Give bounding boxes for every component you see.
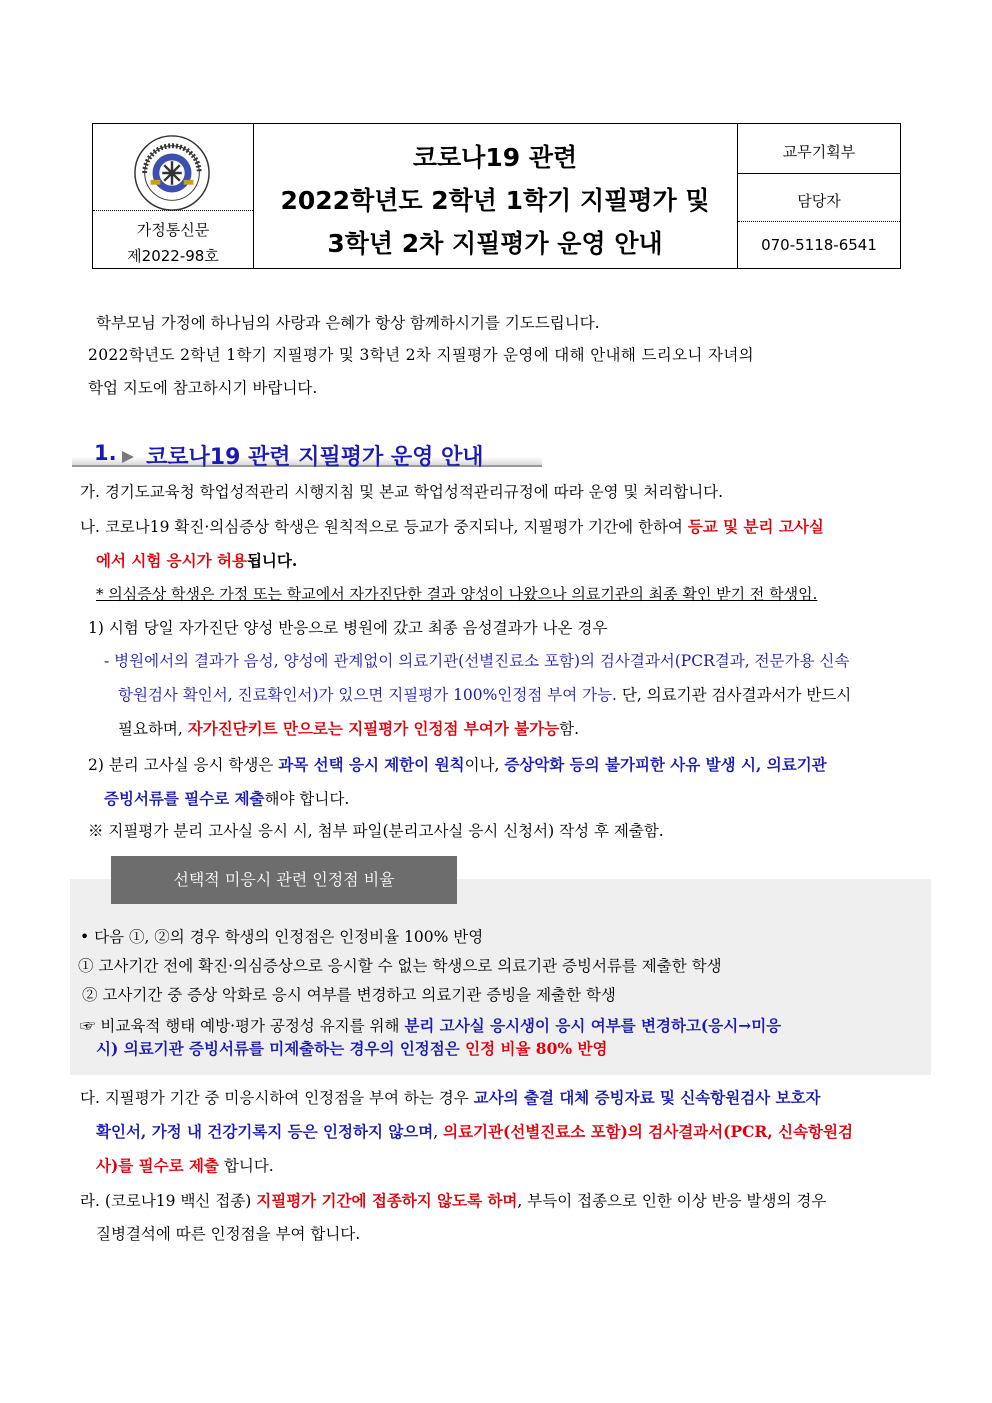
box-line-1: • 다음 ①, ②의 경우 학생의 인정점은 인정비율 100% 반영 <box>80 928 484 946</box>
box-line-4-text: ☞ 비교육적 행태 예방·평가 공정성 유지를 위해 <box>80 1017 405 1035</box>
header-left-cell <box>93 124 254 268</box>
detail-3-red: 자가진단키트 만으로는 지필평가 인정점 부여가 불가능 <box>187 719 560 738</box>
item-na-text: 나. 코로나19 확진·의심증상 학생은 원칙적으로 등교가 중지되나, 지필평가 기간에 한하여 <box>80 518 688 536</box>
da-text: 다. 지필평가 기간 중 미응시하여 인정점을 부여 하는 경우 <box>80 1089 474 1107</box>
ratio-box-tab: 선택적 미응시 관련 인정점 비율 <box>111 856 457 904</box>
item-na-line-2 <box>96 544 297 578</box>
header-dotted-line <box>738 221 900 222</box>
da-blue-2: 확인서, 가정 내 건강기록지 등은 인정하지 않으며 <box>96 1122 434 1141</box>
da-red-1: 의료기관(선별진료소 포함)의 검사결과서(PCR, 신속항원검 <box>443 1122 853 1141</box>
item-ra-line-2: 질병결석에 따른 인정점을 부여 합니다. <box>96 1225 361 1243</box>
s2-blue-1: 과목 선택 응시 제한이 원칙 <box>278 755 465 774</box>
item-na-line-1 <box>80 510 824 544</box>
section-title: 코로나19 관련 지필평가 운영 안내 <box>146 445 484 470</box>
item-ga: 가. 경기도교육청 학업성적관리 시행지침 및 본교 학업성적관리규정에 따라 운영 및 처리합니다. <box>80 483 724 501</box>
header-table <box>92 123 901 269</box>
item-ra-line-1 <box>80 1184 826 1218</box>
title-line-2: 2022학년도 2학년 1학기 지필평가 및 <box>280 186 710 215</box>
item-na-red-2: 에서 시험 응시가 허용 <box>96 551 247 570</box>
title-line-1: 코로나19 관련 <box>412 143 578 172</box>
reference-note: ※ 지필평가 분리 고사실 응시 시, 첨부 파일(분리고사실 응시 신청서) 작성 후 제출함. <box>88 822 664 840</box>
header-title-cell <box>253 124 738 268</box>
section-heading <box>72 439 542 469</box>
box-line-4-blue: 분리 고사실 응시생이 응시 여부를 변경하고(응시→미응 <box>404 1016 782 1035</box>
da-red-2: 사)를 필수로 제출 <box>96 1156 219 1175</box>
header-line <box>738 173 900 174</box>
intro-line-3: 학업 지도에 참고하시기 바랍니다. <box>88 379 318 397</box>
item-na-text-2: 됩니다. <box>246 551 298 570</box>
sub-item-2-line-2 <box>104 782 349 816</box>
sub-item-1-detail-2 <box>118 679 851 712</box>
intro-line-1: 학부모님 가정에 하나님의 사랑과 은혜가 항상 함께하시기를 기도드립니다. <box>96 314 600 332</box>
item-da-line-3 <box>96 1149 274 1183</box>
contact-label: 담당자 <box>797 192 841 210</box>
header-divider <box>93 210 253 211</box>
detail-2-blue: 항원검사 확인서, 진료확인서)가 있으면 지필평가 100%인정점 부여 가능. <box>118 686 617 704</box>
box-line-5-red: 인정 비율 80% 반영 <box>465 1039 608 1058</box>
s2-text: 2) 분리 고사실 응시 학생은 <box>88 756 279 774</box>
ra-red: 지필평가 기간에 접종하지 않도록 하며 <box>256 1191 518 1210</box>
s2-blue-2: 증상악화 등의 불가피한 사유 발생 시, 의료기관 <box>504 755 827 774</box>
item-da-line-2 <box>96 1115 853 1149</box>
header-right-cell <box>738 124 900 268</box>
section-number: 1. <box>94 441 117 465</box>
ra-text-2: , 부득이 접종으로 인한 이상 반응 발생의 경우 <box>517 1192 827 1210</box>
sub-item-1-detail-3 <box>118 712 579 746</box>
title-line-3: 3학년 2차 지필평가 운영 안내 <box>327 229 663 258</box>
sub-item-2-line-1 <box>88 748 827 782</box>
da-blue-1: 교사의 출결 대체 증빙자료 및 신속항원검사 보호자 <box>473 1088 821 1107</box>
note-line: * 의심증상 학생은 가정 또는 학교에서 자가진단한 결과 양성이 나왔으나 의료기관의 최종 확인 받기 전 학생임. <box>96 585 818 603</box>
sub-item-1-detail-1: - 병원에서의 결과가 음성, 양성에 관계없이 의료기관(선별진료소 포함)의 검사결과서(PCR결과, 전문가용 신속 <box>104 652 850 670</box>
box-line-5 <box>96 1032 607 1066</box>
school-logo <box>133 134 211 212</box>
sub-item-1: 1) 시험 당일 자가진단 양성 반응으로 병원에 갔고 최종 음성결과가 나온 경우 <box>88 619 608 637</box>
box-line-2: ① 고사기간 전에 확진·의심증상으로 응시할 수 없는 학생으로 의료기관 증빙서류를 제출한 학생 <box>78 957 722 975</box>
item-na-red: 등교 및 분리 고사실 <box>687 517 824 536</box>
doc-number: 제2022-98호 <box>127 247 219 265</box>
detail-3-text: 필요하며, <box>118 720 188 738</box>
detail-2-text: 단, 의료기관 검사결과서가 반드시 <box>616 686 852 704</box>
detail-3-end: 함. <box>559 720 580 738</box>
intro-line-2: 2022학년도 2학년 1학기 지필평가 및 3학년 2차 지필평가 운영에 대해 안내해 드리오니 자녀의 <box>88 346 755 364</box>
item-da-line-1 <box>80 1081 820 1115</box>
da-text-2: , <box>433 1123 444 1141</box>
box-line-3: ② 고사기간 중 증상 악화로 응시 여부를 변경하고 의료기관 증빙을 제출한 학생 <box>82 986 616 1004</box>
da-text-3: 합니다. <box>218 1157 274 1175</box>
box-line-5-blue: 시) 의료기관 증빙서류를 미제출하는 경우의 인정점은 <box>96 1039 466 1058</box>
ra-text: 라. (코로나19 백신 접종) <box>80 1192 257 1210</box>
phone: 070-5118-6541 <box>761 236 877 254</box>
doc-type: 가정통신문 <box>136 221 210 239</box>
s2-text-3: 해야 합니다. <box>264 790 350 808</box>
s2-blue-3: 증빙서류를 필수로 제출 <box>104 789 265 808</box>
department: 교무기획부 <box>782 143 856 161</box>
arrow-icon <box>122 451 134 463</box>
s2-text-2: 이나, <box>464 756 505 774</box>
